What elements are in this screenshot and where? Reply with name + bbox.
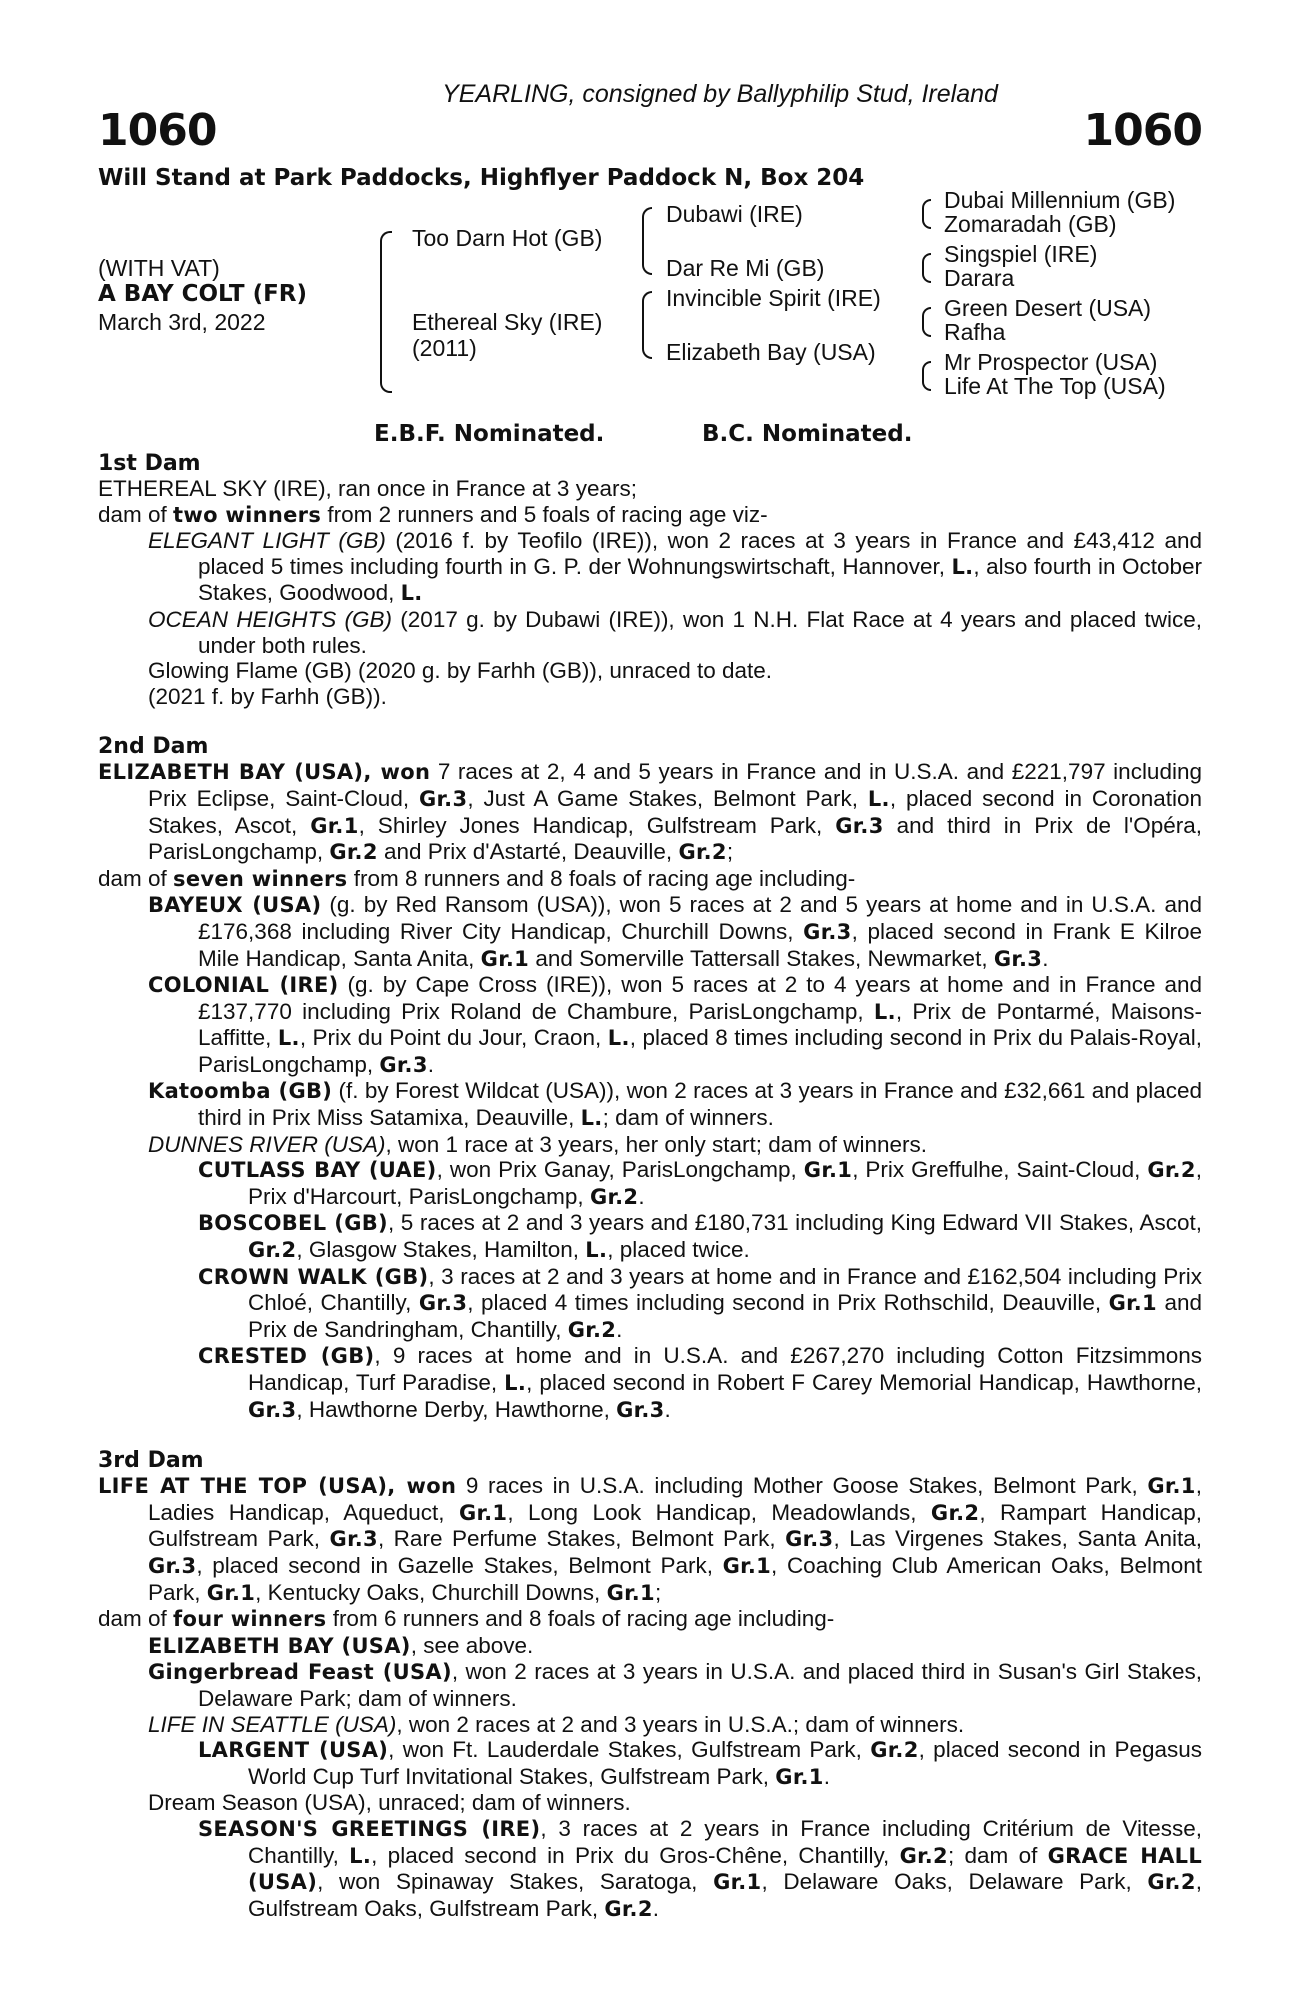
third-dam-dam-of: dam of four winners from 6 runners and 8 foals of racing age including- xyxy=(98,1606,835,1632)
produce-katoomba: Katoomba (GB) (f. by Forest Wildcat (USA)), won 2 races at 3 years in France and £32,661 and placed third in Prix Miss Satamixa, Deauville, L.; dam of winners. xyxy=(148,1078,1202,1131)
lot-number-right: 1060 xyxy=(1083,105,1202,156)
brace-g1 xyxy=(922,199,931,229)
produce-seasons-greetings: SEASON'S GREETINGS (IRE), 3 races at 2 years in France including Critérium de Vitesse, Chantilly, L., placed second in Prix du Gros-Chêne, Chantilly, Gr.2; dam of GRACE HALL (USA), won Spinaway Stakes, Saratoga, Gr.1, Delaware Oaks, Delaware Park, Gr.2, Gulfstream Oaks, Gulfstream Park, Gr.2. xyxy=(198,1815,1203,1921)
first-dam-dam-of: dam of two winners from 2 runners and 5 foals of racing age viz- xyxy=(98,501,768,527)
produce-colonial: COLONIAL (IRE) (g. by Cape Cross (IRE)), won 5 races at 2 to 4 years at home and in France and £137,770 including Prix Roland de Chambure, ParisLongchamp, L., Prix de Pontarmé, Maisons-Laffitte, L., Prix du Point du Jour, Craon, L., placed 8 times including second in Prix du Palais-Royal, ParisLongchamp, Gr.3. xyxy=(148,972,1203,1077)
first-dam-intro: ETHEREAL SKY (IRE), ran once in France at 3 years; xyxy=(98,476,637,501)
stand-location: Will Stand at Park Paddocks, Highflyer Paddock N, Box 204 xyxy=(98,165,865,191)
pedigree-dam-sire: Invincible Spirit (IRE) xyxy=(666,285,881,311)
pedigree-dsd: Rafha xyxy=(944,319,1006,345)
produce-cutlass-bay: CUTLASS BAY (UAE), won Prix Ganay, ParisLongchamp, Gr.1, Prix Greffulhe, Saint-Cloud, Gr.2, Prix d'Harcourt, ParisLongchamp, Gr.2. xyxy=(198,1157,1203,1209)
pedigree-dds: Mr Prospector (USA) xyxy=(944,349,1158,375)
produce-boscobel: BOSCOBEL (GB), 5 races at 2 and 3 years and £180,731 including King Edward VII Stakes, Ascot, Gr.2, Glasgow Stakes, Hamilton, L., placed twice. xyxy=(198,1210,1202,1263)
produce-ocean-heights: OCEAN HEIGHTS (GB) (2017 g. by Dubawi (IRE)), won 1 N.H. Flat Race at 4 years and placed twice, under both rules. xyxy=(148,606,1203,658)
brace-sire-parents xyxy=(642,207,652,275)
brace-g3 xyxy=(922,307,931,337)
produce-elizabeth-bay: ELIZABETH BAY (USA), see above. xyxy=(148,1632,534,1658)
pedigree-table xyxy=(98,187,1202,415)
pedigree-dss: Green Desert (USA) xyxy=(944,295,1152,321)
produce-dream-season: Dream Season (USA), unraced; dam of winners. xyxy=(148,1790,631,1816)
pedigree-sire-dam: Dar Re Mi (GB) xyxy=(666,255,825,281)
pedigree-dam-year: (2011) xyxy=(412,335,477,361)
second-dam-heading: 2nd Dam xyxy=(98,734,209,760)
lot-number-left: 1060 xyxy=(98,105,217,156)
brace-g2 xyxy=(922,253,931,283)
brace-dam-parents xyxy=(642,291,652,359)
produce-crown-walk: CROWN WALK (GB), 3 races at 2 and 3 years at home and in France and £162,504 including Prix Chloé, Chantilly, Gr.3, placed 4 times including second in Prix Rothschild, Deauville, Gr.1 and Prix de Sandringham, Chantilly, Gr.2. xyxy=(198,1263,1202,1342)
produce-crested: CRESTED (GB), 9 races at home and in U.S.A. and £267,270 including Cotton Fitzsimmons Handicap, Turf Paradise, L., placed second in Robert F Carey Memorial Handicap, Hawthorne, Gr.3, Hawthorne Derby, Hawthorne, Gr.3. xyxy=(198,1343,1202,1422)
lot-name: A BAY COLT (FR) xyxy=(98,281,308,307)
first-dam-heading: 1st Dam xyxy=(98,451,201,476)
lot-number-row xyxy=(98,105,1202,161)
pedigree-sss: Dubai Millennium (GB) xyxy=(944,187,1176,213)
third-dam-life-at-the-top: LIFE AT THE TOP (USA), won 9 races in U.S.A. including Mother Goose Stakes, Belmont Park, Gr.1, Ladies Handicap, Aqueduct, Gr.1, Long Look Handicap, Meadowlands, Gr.2, Rampart Handicap, Gulfstream Park, Gr.3, Rare Perfume Stakes, Belmont Park, Gr.3, Las Virgenes Stakes, Santa Anita, Gr.3, placed second in Gazelle Stakes, Belmont Park, Gr.1, Coaching Club American Oaks, Belmont Park, Gr.1, Kentucky Oaks, Churchill Downs, Gr.1; xyxy=(98,1473,1203,1605)
catalogue-page xyxy=(98,80,1202,1922)
pedigree-sire: Too Darn Hot (GB) xyxy=(412,225,603,251)
vat-note: (WITH VAT) xyxy=(98,255,220,281)
second-dam-dam-of: dam of seven winners from 8 runners and 8 foals of racing age including- xyxy=(98,865,856,891)
pedigree-ssd: Zomaradah (GB) xyxy=(944,211,1117,237)
pedigree-dam-dam: Elizabeth Bay (USA) xyxy=(666,339,876,365)
ebf-nominated: E.B.F. Nominated. xyxy=(374,421,605,447)
brace-g4 xyxy=(922,361,931,391)
bc-nominated: B.C. Nominated. xyxy=(702,421,913,447)
lot-dob: March 3rd, 2022 xyxy=(98,309,266,335)
nominations xyxy=(98,421,1202,451)
produce-gingerbread-feast: Gingerbread Feast (USA), won 2 races at 3 years in U.S.A. and placed third in Susan's Girl Stakes, Delaware Park; dam of winners. xyxy=(148,1659,1202,1711)
produce-bayeux: BAYEUX (USA) (g. by Red Ransom (USA)), won 5 races at 2 and 5 years at home and in U.S.A. and £176,368 including River City Handicap, Churchill Downs, Gr.3, placed second in Frank E Kilroe Mile Handicap, Santa Anita, Gr.1 and Somerville Tattersall Stakes, Newmarket, Gr.3. xyxy=(148,892,1202,971)
pedigree-sds: Singspiel (IRE) xyxy=(944,241,1098,267)
sale-type: YEARLING, consigned by Ballyphilip Stud, Ireland xyxy=(442,80,998,108)
produce-elegant-light: ELEGANT LIGHT (GB) (2016 f. by Teofilo (IRE)), won 2 races at 3 years in France and £43,412 and placed 5 times including fourth in G. P. der Wohnungswirtschaft, Hannover, L., also fourth in October Stakes, Goodwood, L. xyxy=(148,528,1202,606)
brace-parents xyxy=(380,231,392,393)
produce-dunnes-river: DUNNES RIVER (USA), won 1 race at 3 years, her only start; dam of winners. xyxy=(148,1131,928,1157)
produce-life-in-seattle: LIFE IN SEATTLE (USA), won 2 races at 2 and 3 years in U.S.A.; dam of winners. xyxy=(148,1711,965,1737)
pedigree-sdd: Darara xyxy=(944,265,1015,291)
produce-largent: LARGENT (USA), won Ft. Lauderdale Stakes, Gulfstream Park, Gr.2, placed second in Pegasus World Cup Turf Invitational Stakes, Gulfstream Park, Gr.1. xyxy=(198,1737,1203,1789)
produce-2021-filly: (2021 f. by Farhh (GB)). xyxy=(148,683,387,709)
pedigree-ddd: Life At The Top (USA) xyxy=(944,373,1166,399)
pedigree-dam: Ethereal Sky (IRE) xyxy=(412,309,603,335)
second-dam-elizabeth-bay: ELIZABETH BAY (USA), won 7 races at 2, 4 and 5 years in France and in U.S.A. and £221,797 including Prix Eclipse, Saint-Cloud, Gr.3, Just A Game Stakes, Belmont Park, L., placed second in Coronation Stakes, Ascot, Gr.1, Shirley Jones Handicap, Gulfstream Park, Gr.3 and third in Prix de l'Opéra, ParisLongchamp, Gr.2 and Prix d'Astarté, Deauville, Gr.2; xyxy=(98,759,1202,865)
produce-glowing-flame: Glowing Flame (GB) (2020 g. by Farhh (GB)), unraced to date. xyxy=(148,658,773,684)
pedigree-sire-sire: Dubawi (IRE) xyxy=(666,201,803,227)
third-dam-heading: 3rd Dam xyxy=(98,1448,204,1474)
